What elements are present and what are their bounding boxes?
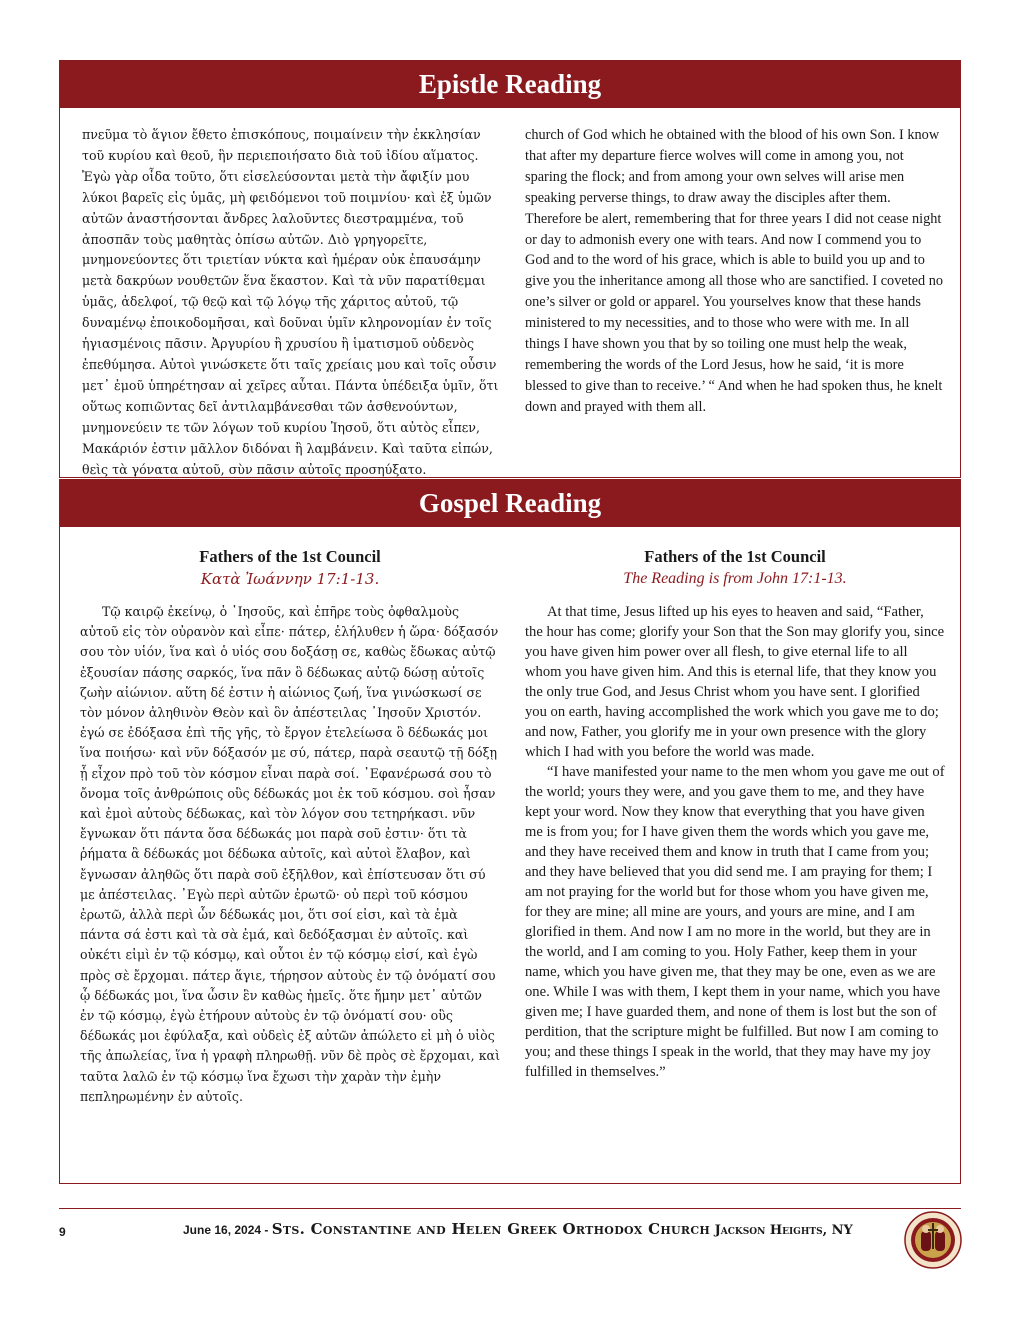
gospel-english-paragraph-2: “I have manifested your name to the men whom you gave me out of the world; yours they were, and you gave them to me, and they have kept your word. Now they know that everything that you have given me is from you; for I have given them the words which you gave me, and they have received them and know in truth that I came from you; and they have believed that you did send me. I am praying for them; I am not praying for the world but for those whom you have given me, for they are mine; all mine are yours, and yours are mine, and I am glorified in them. And now I am no more in the world, but they are in the world, and I am coming to you. Holy Father, keep them in your name, which you have given me, that they may be one, even as we are one. While I was with them, I kept them in your name, which you have given me; I have guarded them, and none of them is lost but the son of perdition, that the scripture might be fulfilled. But now I am coming to you; and these things I speak in the world, that they may have my joy fulfilled in themselves.”	[525, 764, 945, 1080]
gospel-left-subheading: Κατὰ Ἰωάννην 17:1-13.	[200, 570, 380, 588]
epistle-title: Epistle Reading	[60, 61, 960, 108]
gospel-greek-text	[80, 602, 500, 1107]
gospel-left-heading: Fathers of the 1st Council	[199, 547, 381, 566]
footer-date: June 16, 2024 -	[183, 1223, 272, 1237]
page-footer	[59, 1208, 961, 1255]
epistle-greek-text: πνεῦμα τὸ ἅγιον ἔθετο ἐπισκόπους, ποιμαίνειν τὴν ἐκκλησίαν τοῦ κυρίου καὶ θεοῦ, ἣν περιεποιήσατο διὰ τοῦ ἰδίου αἵματος. Ἐγὼ γὰρ οἶδα τοῦτο, ὅτι εἰσελεύσονται μετὰ τὴν ἄφιξίν μου λύκοι βαρεῖς εἰς ὑμᾶς, μὴ φειδόμενοι τοῦ ποιμνίου· καὶ ἐξ ὑμῶν αὐτῶν ἀναστήσονται ἄνδρες λαλοῦντες διεστραμμένα, τοῦ ἀποσπᾶν τοὺς μαθητὰς ὀπίσω αὐτῶν. Διὸ γρηγορεῖτε, μνημονεύοντες ὅτι τριετίαν νύκτα καὶ ἡμέραν οὐκ ἐπαυσάμην μετὰ δακρύων νουθετῶν ἕνα ἕκαστον. Καὶ τὰ νῦν παρατίθεμαι ὑμᾶς, ἀδελφοί, τῷ θεῷ καὶ τῷ λόγῳ τῆς χάριτος αὐτοῦ, τῷ δυναμένῳ ἐποικοδομῆσαι, καὶ δοῦναι ὑμῖν κληρονομίαν ἐν τοῖς ἡγιασμένοις πᾶσιν. Ἀργυρίου ἢ χρυσίου ἢ ἱματισμοῦ οὐδενὸς ἐπεθύμησα. Αὐτοὶ γινώσκετε ὅτι ταῖς χρείαις μου καὶ τοῖς οὖσιν μετ᾽ ἐμοῦ ὑπηρέτησαν αἱ χεῖρες αὗται. Πάντα ὑπέδειξα ὑμῖν, ὅτι οὕτως κοπιῶντας δεῖ ἀντιλαμβάνεσθαι τῶν ἀσθενούντων, μνημονεύειν τε τῶν λόγων τοῦ κυρίου Ἰησοῦ, ὅτι αὐτὸς εἶπεν, Μακάριόν ἐστιν μᾶλλον διδόναι ἢ λαμβάνειν. Καὶ ταῦτα εἰπών, θεὶς τὰ γόνατα αὐτοῦ, σὺν πᾶσιν αὐτοῖς προσηύξατο.	[82, 127, 499, 477]
church-seal-icon	[904, 1211, 962, 1269]
gospel-english-text	[525, 602, 945, 1082]
gospel-section	[59, 479, 961, 1184]
epistle-section	[59, 60, 961, 478]
page-number: 9	[59, 1225, 66, 1239]
gospel-right-subheading: The Reading is from John 17:1-13.	[623, 570, 847, 587]
gospel-english-column	[525, 546, 945, 1082]
gospel-title: Gospel Reading	[60, 480, 960, 527]
church-name: Sts. Constantine and Helen Greek Orthodox Church	[271, 1220, 711, 1238]
epistle-english-text: church of God which he obtained with the blood of his own Son. I know that after my departure fierce wolves will come in among you, not sparing the flock; and from among your own selves will arise men speaking perverse things, to draw away the disciples after them. Therefore be alert, remembering that for three years I did not cease night or day to admonish every one with tears. And now I commend you to God and to the word of his grace, which is able to build you up and to give you the inheritance among all those who are sanctified. I coveted no one’s silver or gold or apparel. You yourselves know that these hands ministered to my necessities, and to those who were with me. In all things I have shown you that by so toiling one must help the weak, remembering the words of the Lord Jesus, how he said, ‘it is more blessed to give than to receive.’ “ And when he had spoken thus, he knelt down and prayed with them all.	[525, 127, 944, 415]
church-location: Jackson Heights, NY	[710, 1223, 853, 1238]
gospel-greek-paragraph: Τῷ καιρῷ ἐκείνῳ, ὁ ᾿Ιησοῦς, καὶ ἐπῆρε τοὺς ὀφθαλμοὺς αὐτοῦ εἰς τὸν οὐρανὸν καὶ εἶπε· πάτερ, ἐλήλυθεν ἡ ὥρα· δόξασόν σου τὸν υἱόν, ἵνα καὶ ὁ υἱός σου δοξάσῃ σε, καθὼς ἔδωκας αὐτῷ ἐξουσίαν πάσης σαρκός, ἵνα πᾶν ὃ δέδωκας αὐτῷ δώσῃ αὐτοῖς ζωὴν αἰώνιον. αὕτη δέ ἐστιν ἡ αἰώνιος ζωή, ἵνα γινώσκωσί σε τὸν μόνον ἀληθινὸν Θεὸν καὶ ὃν ἀπέστειλας ᾿Ιησοῦν Χριστόν. ἐγώ σε ἐδόξασα ἐπὶ τῆς γῆς, τὸ ἔργον ἐτελείωσα ὃ δέδωκάς μοι ἵνα ποιήσω· καὶ νῦν δόξασόν με σύ, πάτερ, παρὰ σεαυτῷ τῇ δόξῃ ᾗ εἶχον πρὸ τοῦ τὸν κόσμον εἶναι παρὰ σοί. ᾿Εφανέρωσά σου τὸ ὄνομα τοῖς ἀνθρώποις οὓς δέδωκάς μοι ἐκ τοῦ κόσμου. σοὶ ἦσαν καὶ ἐμοὶ αὐτοὺς δέδωκας, καὶ τὸν λόγον σου τετηρήκασι. νῦν ἔγνωκαν ὅτι πάντα ὅσα δέδωκάς μοι παρὰ σοῦ ἐστιν· ὅτι τὰ ῥήματα ἃ δέδωκάς μοι δέδωκα αὐτοῖς, καὶ αὐτοὶ ἔλαβον, καὶ ἔγνωσαν ἀληθῶς ὅτι παρὰ σοῦ ἐξῆλθον, καὶ ἐπίστευσαν ὅτι σύ με ἀπέστειλας. ᾿Εγὼ περὶ αὐτῶν ἐρωτῶ· οὐ περὶ τοῦ κόσμου ἐρωτῶ, ἀλλὰ περὶ ὧν δέδωκάς μοι, ὅτι σοί εἰσι, καὶ τὰ ἐμὰ πάντα σά ἐστι καὶ τὰ σὰ ἐμά, καὶ δεδόξασμαι ἐν αὐτοῖς. καὶ οὐκέτι εἰμὶ ἐν τῷ κόσμῳ, καὶ οὗτοι ἐν τῷ κόσμῳ εἰσί, καὶ ἐγὼ πρὸς σὲ ἔρχομαι. πάτερ ἅγιε, τήρησον αὐτοὺς ἐν τῷ ὀνόματί σου ᾧ δέδωκάς μοι, ἵνα ὦσιν ἓν καθὼς ἡμεῖς. ὅτε ἤμην μετ᾽ αὐτῶν ἐν τῷ κόσμῳ, ἐγὼ ἐτήρουν αὐτοὺς ἐν τῷ ὀνόματί σου· οὓς δέδωκάς μοι ἐφύλαξα, καὶ οὐδεὶς ἐξ αὐτῶν ἀπώλετο εἰ μὴ ὁ υἱὸς τῆς ἀπωλείας, ἵνα ἡ γραφὴ πληρωθῇ. νῦν δὲ πρὸς σὲ ἔρχομαι, καὶ ταῦτα λαλῶ ἐν τῷ κόσμῳ ἵνα ἔχωσι τὴν χαρὰν τὴν ἐμὴν πεπληρωμένην ἐν αὐτοῖς.	[80, 604, 501, 1104]
gospel-english-paragraph-1: At that time, Jesus lifted up his eyes to heaven and said, “Father, the hour has come; glorify your Son that the Son may glorify you, since you have given him power over all flesh, to give eternal life to all whom you have given him. And this is eternal life, that they know you the only true God, and Jesus Christ whom you have sent. I glorified you on earth, having accomplished the work which you gave me to do; and now, Father, you glorify me in your own presence with the glory which I had with you before the world was made.	[525, 604, 945, 760]
gospel-right-heading: Fathers of the 1st Council	[644, 547, 826, 566]
gospel-greek-column	[80, 546, 500, 1107]
footer-line	[183, 1220, 853, 1238]
